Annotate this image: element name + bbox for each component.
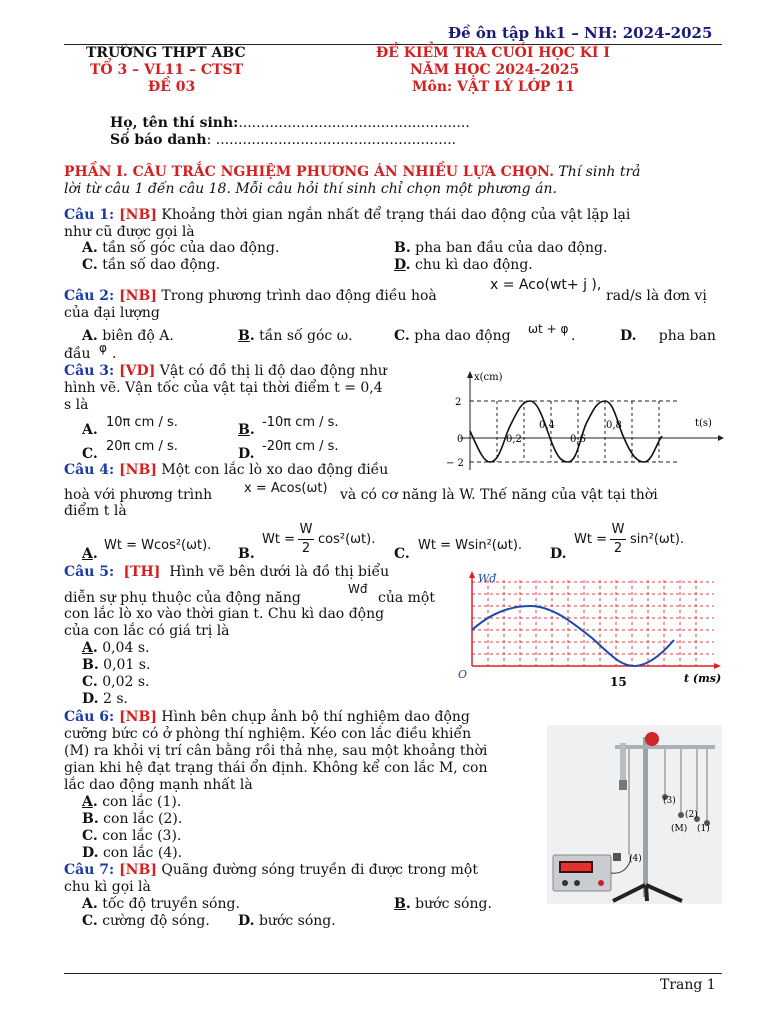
q4-text-3: điểm t là <box>64 503 127 519</box>
exam-year: NĂM HỌC 2024-2025 <box>410 62 580 78</box>
q4-option-b-lhs: Wt = <box>262 532 295 547</box>
origin-label: 0 <box>457 434 464 445</box>
student-id-label: Số báo danh <box>110 132 207 148</box>
q4-option-b-rhs: cos²(ωt). <box>318 532 376 547</box>
q7-number: Câu 7 <box>64 862 110 878</box>
q6-number: Câu 6 <box>64 709 110 725</box>
q7-stem: Câu 7: [NB] Quãng đường sóng truyền đi được trong một <box>64 862 478 878</box>
q2-stem: Câu 2: [NB] Trong phương trình dao động điều hoà <box>64 288 437 304</box>
q5-level: [TH] <box>123 564 161 580</box>
t-tick-0-2: 0,2 <box>506 434 522 445</box>
q5-option-c[interactable]: C. 0,02 s. <box>82 674 150 690</box>
q2-level: [NB] <box>119 288 157 304</box>
q3-option-b[interactable]: B. <box>238 422 255 438</box>
q3-option-b-value: -10π cm / s. <box>262 415 339 430</box>
wd-tick-15: 15 <box>610 675 627 689</box>
q7-option-a[interactable]: A. tốc độ truyền sóng. <box>82 896 240 912</box>
q3-option-a[interactable]: A. <box>82 422 98 438</box>
q3-text-3: s là <box>64 397 89 413</box>
q1-option-c[interactable]: C. tần số dao động. <box>82 257 221 273</box>
q2-option-b[interactable]: B. tần số góc ω. <box>238 328 353 344</box>
y-tick-top: 2 <box>455 397 462 408</box>
q6-text-3: (M) ra khỏi vị trí cân bằng rồi thả nhẹ, sau một khoảng thời <box>64 743 488 759</box>
part1-instruction-1: Thí sinh trả <box>553 164 641 180</box>
q2-d-formula: φ <box>99 341 107 355</box>
q3-number: Câu 3 <box>64 363 110 379</box>
q3-option-a-value: 10π cm / s. <box>106 415 178 430</box>
q3-option-c-value: 20π cm / s. <box>106 439 178 454</box>
q4-text-1: Một con lắc lò xo dao động điều <box>161 462 389 478</box>
part1-instruction-2: lời từ câu 1 đến câu 18. Mỗi câu hỏi thí sinh chỉ chọn một phương án. <box>64 181 557 197</box>
displacement-graph <box>440 366 724 472</box>
t-tick-0-4: 0,4 <box>539 420 555 431</box>
photo-label-m: (M) <box>671 824 688 834</box>
q4-option-a[interactable]: A. <box>82 546 98 562</box>
exam-code: ĐỀ 03 <box>148 79 196 95</box>
q2-text-1b: rad/s là đơn vị <box>606 288 707 304</box>
q3-stem: Câu 3: [VD] Vật có đồ thị li độ dao động như <box>64 363 387 379</box>
q6-option-a[interactable]: A. con lắc (1). <box>82 794 182 810</box>
q5-text-4: của con lắc có giá trị là <box>64 623 230 639</box>
wd-time-axis-label: t (ms) <box>684 672 722 685</box>
q5-option-d[interactable]: D. 2 s. <box>82 691 128 707</box>
q1-option-a[interactable]: A. tần số góc của dao động. <box>82 240 280 256</box>
exam-subject: Môn: VẬT LÝ LỚP 11 <box>412 79 575 95</box>
q2-option-d-cont: đầu <box>64 346 91 362</box>
q2-d-period: . <box>112 346 117 362</box>
q7-option-b[interactable]: B. bước sóng. <box>394 896 492 912</box>
q6-option-c[interactable]: C. con lắc (3). <box>82 828 182 844</box>
q7-level: [NB] <box>119 862 157 878</box>
q2-option-c[interactable]: C. pha dao động <box>394 328 511 344</box>
student-id-line <box>110 132 456 148</box>
q7-option-d[interactable]: D. bước sóng. <box>238 913 336 929</box>
q1-level: [NB] <box>119 207 157 223</box>
q4-stem: Câu 4: [NB] Một con lắc lò xo dao động điều <box>64 462 389 478</box>
q2-c-period: . <box>571 328 576 344</box>
q5-option-b[interactable]: B. 0,01 s. <box>82 657 151 673</box>
q4-number: Câu 4 <box>64 462 110 478</box>
q7-text-2: chu kì gọi là <box>64 879 151 895</box>
q4-option-d-num: W <box>611 522 625 537</box>
q4-option-b-fraction-bar <box>298 539 314 540</box>
t-axis-label: t(s) <box>695 418 712 429</box>
photo-label-4: (4) <box>629 854 642 864</box>
q4-text-2a: hoà với phương trình <box>64 487 213 503</box>
q4-option-d-rhs: sin²(ωt). <box>630 532 685 547</box>
q5-symbol: Wđ <box>348 582 368 596</box>
q4-option-d-lhs: Wt = <box>574 532 607 547</box>
q3-text-1: Vật có đồ thị li độ dao động như <box>159 363 387 379</box>
q3-option-c[interactable]: C. <box>82 446 98 462</box>
wd-origin-label: O <box>458 668 468 681</box>
q4-option-c-value: Wt = Wsin²(ωt). <box>418 538 523 553</box>
q6-text-4: gian khi hệ đạt trạng thái ổn định. Không kể con lắc M, con <box>64 760 488 776</box>
q5-text-1: Hình vẽ bên dưới là đồ thị biểu <box>169 564 390 580</box>
q1-text-1: Khoảng thời gian ngắn nhất để trạng thái dao động của vật lặp lại <box>161 207 631 223</box>
q6-text-2: cưỡng bức có ở phòng thí nghiệm. Kéo con lắc điều khiển <box>64 726 472 742</box>
q3-text-2: hình vẽ. Vận tốc của vật tại thời điểm t = 0,4 <box>64 380 383 396</box>
q6-level: [NB] <box>119 709 157 725</box>
q6-text-1: Hình bên chụp ảnh bộ thí nghiệm dao động <box>161 709 470 725</box>
q4-option-d[interactable]: D. <box>550 546 567 562</box>
q3-level: [VD] <box>119 363 156 379</box>
q4-level: [NB] <box>119 462 157 478</box>
part1-heading <box>64 164 724 181</box>
photo-label-1: (1) <box>697 824 710 834</box>
student-id-dots: : ...................................................... <box>206 132 457 148</box>
q7-option-c[interactable]: C. cường độ sóng. <box>82 913 210 929</box>
q1-option-d[interactable]: D. chu kì dao động. <box>394 257 533 273</box>
q5-text-2a: diễn sự phụ thuộc của động năng <box>64 590 301 606</box>
school-name: TRƯỜNG THPT ABC <box>86 45 246 61</box>
q2-text-1: Trong phương trình dao động điều hoà <box>161 288 437 304</box>
q1-stem: Câu 1: [NB] Khoảng thời gian ngắn nhất để trạng thái dao động của vật lặp lại <box>64 207 631 223</box>
exam-title: ĐỀ KIỂM TRA CUỐI HỌC KÌ I <box>376 45 610 61</box>
q5-text-3: con lắc lò xo vào thời gian t. Chu kì dao động <box>64 606 385 622</box>
q4-option-b-den: 2 <box>301 541 311 556</box>
top-banner: Đề ôn tập hk1 – NH: 2024-2025 <box>448 24 713 42</box>
footer-rule <box>64 973 722 974</box>
q6-text-5: lắc dao động mạnh nhất là <box>64 777 253 793</box>
kinetic-energy-graph <box>452 570 722 692</box>
q2-formula: x = Aco(wt+ j ), <box>490 277 602 293</box>
t-tick-0-8: 0,8 <box>606 420 622 431</box>
page-number: Trang 1 <box>660 977 716 993</box>
q6-stem: Câu 6: [NB] Hình bên chụp ảnh bộ thí nghiệm dao động <box>64 709 470 725</box>
q2-number: Câu 2 <box>64 288 110 304</box>
q3-option-d-value: -20π cm / s. <box>262 439 339 454</box>
q4-option-d-fraction-bar <box>610 539 626 540</box>
t-tick-0-6: 0,6 <box>570 434 586 445</box>
displacement-curve <box>470 401 662 462</box>
group-name: TỔ 3 – VL11 – CTST <box>90 62 244 78</box>
photo-label-2: (2) <box>685 810 698 820</box>
q2-c-formula: ωt + φ <box>528 322 569 336</box>
q1-option-b[interactable]: B. pha ban đầu của dao động. <box>394 240 608 256</box>
x-axis-label: x(cm) <box>474 372 503 383</box>
q4-option-d-den: 2 <box>613 541 623 556</box>
q2-option-a[interactable]: A. biên độ A. <box>82 328 174 344</box>
q2-text-2: của đại lượng <box>64 305 160 321</box>
q1-text-2: như cũ được gọi là <box>64 224 195 240</box>
q5-stem: Câu 5: [TH] Hình vẽ bên dưới là đồ thị biểu <box>64 564 390 580</box>
student-name-dots: .................................................... <box>238 115 470 131</box>
q1-number: Câu 1 <box>64 207 110 223</box>
q5-number: Câu 5 <box>64 564 110 580</box>
experiment-photo <box>547 725 722 904</box>
q4-option-b-num: W <box>299 522 313 537</box>
wd-axis-label: Wđ <box>478 572 497 585</box>
q5-option-a[interactable]: A. 0,04 s. <box>82 640 150 656</box>
kinetic-energy-curve <box>472 606 674 666</box>
q3-option-d[interactable]: D. <box>238 446 255 462</box>
q5-text-2b: của một <box>378 590 435 606</box>
photo-label-3: (3) <box>663 796 676 806</box>
q4-option-a-value: Wt = Wcos²(ωt). <box>104 538 212 553</box>
q4-option-b[interactable]: B. <box>238 546 255 562</box>
q6-option-d[interactable]: D. con lắc (4). <box>82 845 183 861</box>
q7-text-1: Quãng đường sóng truyền đi được trong một <box>161 862 478 878</box>
q4-option-c[interactable]: C. <box>394 546 410 562</box>
q2-option-d[interactable]: D. pha ban <box>620 328 716 344</box>
student-name-label: Họ, tên thí sinh: <box>110 115 239 131</box>
part1-title: PHẦN I. CÂU TRẮC NGHIỆM PHƯƠNG ÁN NHIỀU LỰA CHỌN. <box>64 164 554 180</box>
q4-formula: x = Acos(ωt) <box>244 481 328 496</box>
y-tick-bottom: − 2 <box>446 458 464 469</box>
q4-text-2b: và có cơ năng là W. Thế năng của vật tại thời <box>340 487 658 503</box>
student-name-line <box>110 115 470 131</box>
q6-option-b[interactable]: B. con lắc (2). <box>82 811 183 827</box>
